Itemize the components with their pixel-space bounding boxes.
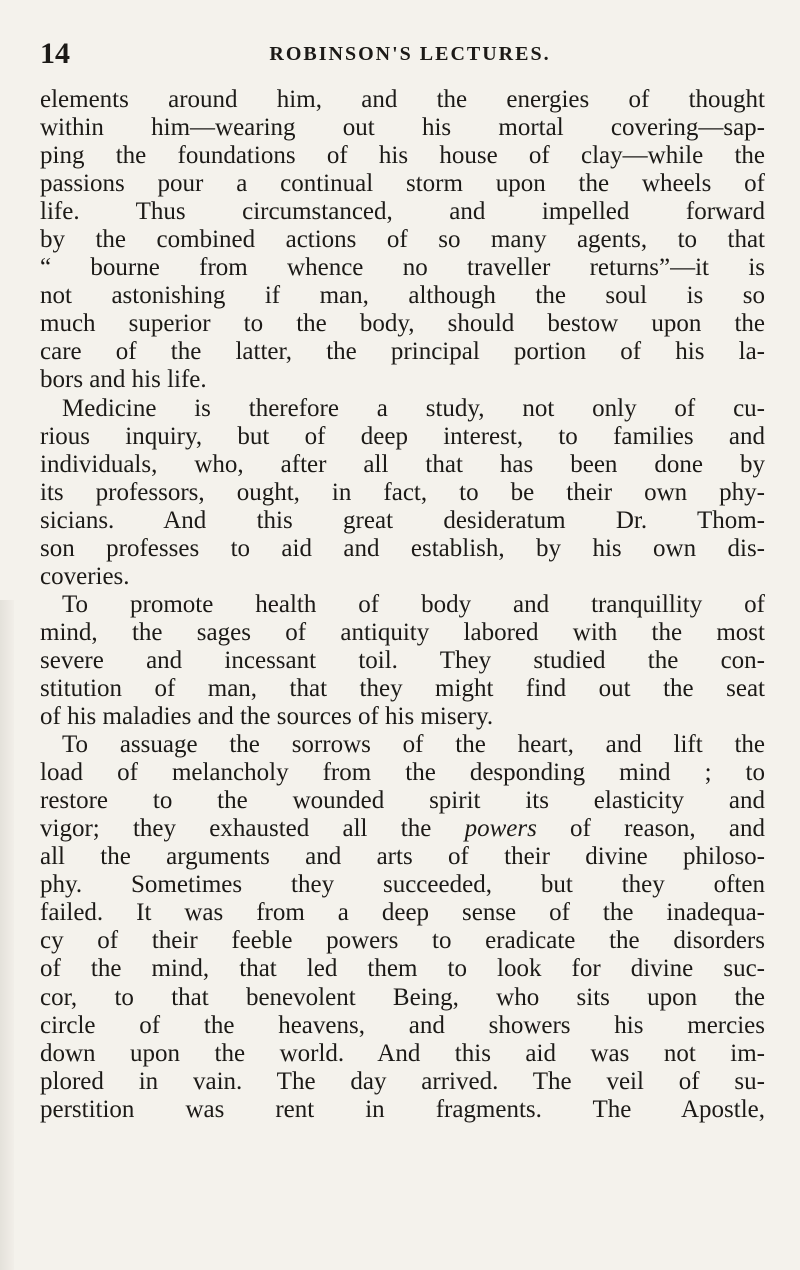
text-line: individuals, who, after all that has been done by (40, 450, 765, 478)
text-line: its professors, ought, in fact, to be their own phy- (40, 478, 765, 506)
text-line: rious inquiry, but of deep interest, to families and (40, 422, 765, 450)
text-line: elements around him, and the energies of thought (40, 86, 765, 113)
text-line: passions pour a continual storm upon the wheels of (40, 170, 765, 198)
text-line: ping the foundations of his house of clay—while the (40, 142, 765, 170)
text-line: all the arguments and arts of their divine philoso- (40, 843, 765, 871)
text-line: sicians. And this great desideratum Dr. Thom- (40, 506, 765, 534)
text-line: “ bourne from whence no traveller returns”—it is (40, 254, 765, 282)
text-line: life. Thus circumstanced, and impelled forward (40, 198, 765, 226)
text-line: down upon the world. And this aid was not im- (40, 1039, 765, 1067)
text-line: not astonishing if man, although the soul is so (40, 282, 765, 310)
running-title: ROBINSON'S LECTURES. (269, 43, 551, 65)
text-line: of the mind, that led them to look for divine suc- (40, 955, 765, 983)
text-line: perstition was rent in fragments. The Apostle, (40, 1095, 765, 1123)
text-line: by the combined actions of so many agents, to that (40, 226, 765, 254)
text-line: cy of their feeble powers to eradicate the disorders (40, 927, 765, 955)
text-line: mind, the sages of antiquity labored with the most (40, 618, 765, 646)
text-line: bors and his life. (40, 366, 207, 394)
page-number: 14 (40, 37, 70, 70)
italic-word: powers (464, 815, 537, 843)
text-line: circle of the heavens, and showers his mercies (40, 1011, 765, 1039)
body-text (40, 86, 765, 1124)
text-segment: vigor; they exhausted all the (40, 815, 465, 843)
text-line: Medicine is therefore a study, not only of cu- (62, 394, 765, 422)
text-segment: of reason, and (536, 815, 765, 843)
text-line: care of the latter, the principal portion of his la- (40, 338, 765, 366)
text-line: stitution of man, that they might find out the seat (40, 674, 765, 702)
text-line: To assuage the sorrows of the heart, and lift the (62, 731, 765, 759)
text-line: plored in vain. The day arrived. The veil of su- (40, 1067, 765, 1095)
text-line: restore to the wounded spirit its elasticity and (40, 787, 765, 815)
text-line-with-emphasis (40, 815, 765, 843)
text-line: To promote health of body and tranquillity of (62, 590, 765, 618)
text-line: phy. Sometimes they succeeded, but they often (40, 871, 765, 899)
text-line: load of melancholy from the desponding mind ; to (40, 759, 765, 787)
text-line: severe and incessant toil. They studied the con- (40, 646, 765, 674)
text-line: of his maladies and the sources of his misery. (40, 703, 494, 731)
text-line: much superior to the body, should bestow upon the (40, 310, 765, 338)
running-head (40, 34, 780, 74)
text-line: cor, to that benevolent Being, who sits upon the (40, 983, 765, 1011)
text-line: coveries. (40, 562, 130, 590)
page-gutter-shadow (0, 600, 14, 1270)
text-line: failed. It was from a deep sense of the inadequa- (40, 899, 765, 927)
text-line: son professes to aid and establish, by his own dis- (40, 534, 765, 562)
text-line: within him—wearing out his mortal covering—sap- (40, 114, 765, 142)
